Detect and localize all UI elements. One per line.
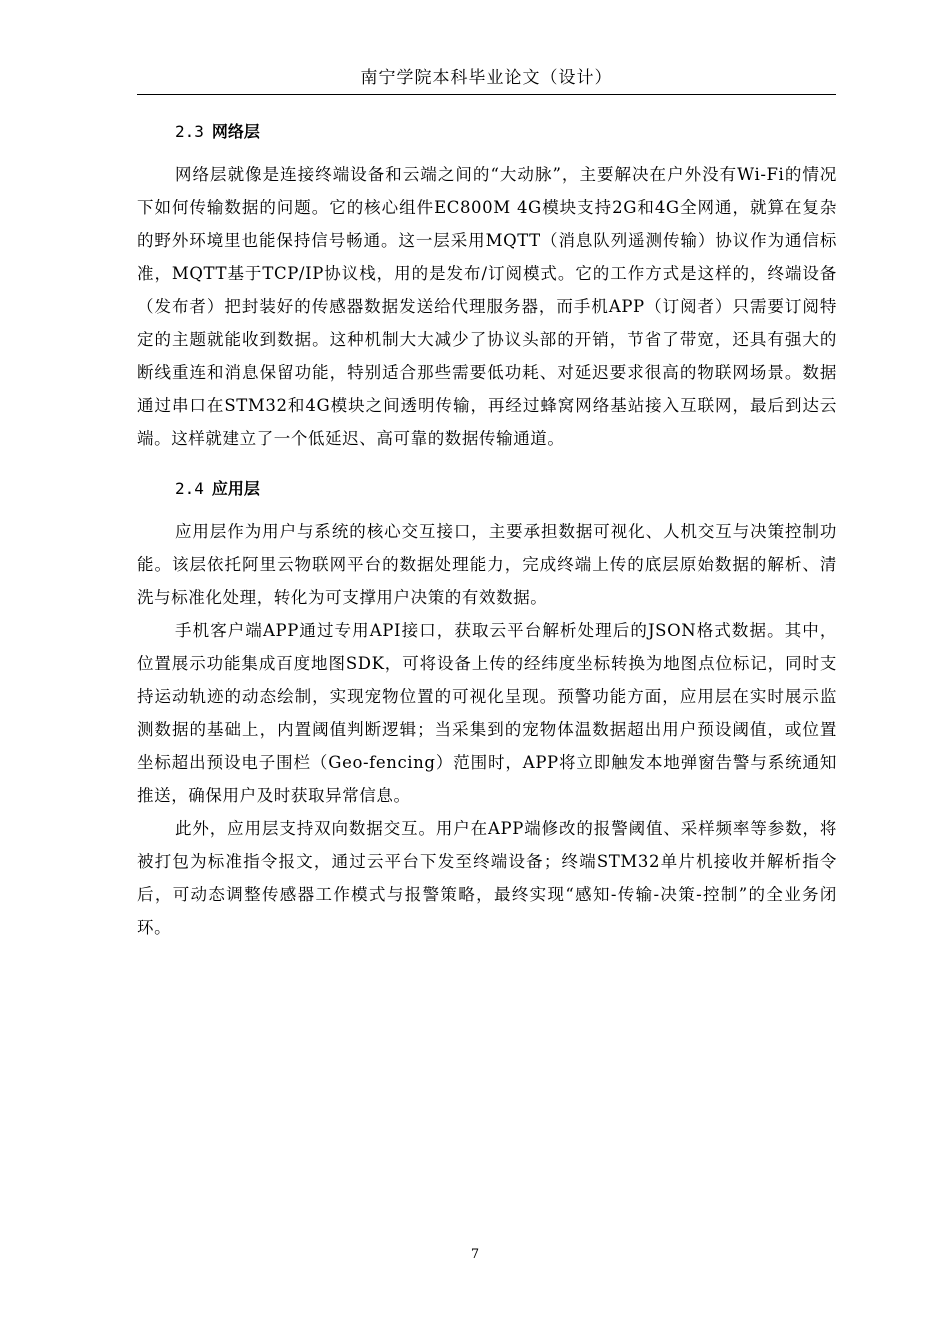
paragraph-application-intro: 应用层作为用户与系统的核心交互接口，主要承担数据可视化、人机交互与决策控制功能。该层依托阿里云物联网平台的数据处理能力，完成终端上传的底层原始数据的解析、清洗与标准化处理，转化为可支撑用户决策的有效数据。 xyxy=(137,522,837,607)
paragraph-application-app: 手机客户端APP通过专用API接口，获取云平台解析处理后的JSON格式数据。其中，位置展示功能集成百度地图SDK，可将设备上传的经纬度坐标转换为地图点位标记，同时支持运动轨迹的动态绘制，实现宠物位置的可视化呈现。预警功能方面，应用层在实时展示监测数据的基础上，内置阈值判断逻辑；当采集到的宠物体温数据超出用户预设阈值，或位置坐标超出预设电子围栏（Geo-fencing）范围时，APP将立即触发本地弹窗告警与系统通知推送，确保用户及时获取异常信息。 xyxy=(137,621,837,805)
page-number: 7 xyxy=(470,1247,480,1262)
section-title: 应用层 xyxy=(211,479,260,498)
section-number: 2.3 xyxy=(175,122,204,141)
paragraph-application-interaction: 此外，应用层支持双向数据交互。用户在APP端修改的报警阈值、采样频率等参数，将被打包为标准指令报文，通过云平台下发至终端设备；终端STM32单片机接收并解析指令后，可动态调整传感器工作模式与报警策略，最终实现“感知-传输-决策-控制”的全业务闭环。 xyxy=(137,819,837,937)
page-header xyxy=(137,64,836,95)
document-body xyxy=(137,112,837,944)
section-number: 2.4 xyxy=(175,479,204,498)
section-heading-network-layer xyxy=(137,112,837,152)
section-title: 网络层 xyxy=(211,122,260,141)
paragraph-network-layer: 网络层就像是连接终端设备和云端之间的“大动脉”，主要解决在户外没有Wi-Fi的情况下如何传输数据的问题。它的核心组件EC800M 4G模块支持2G和4G全网通，就算在复杂的野外环境里也能保持信号畅通。这一层采用MQTT（消息队列遥测传输）协议作为通信标准，MQTT基于TCP/IP协议栈，用的是发布/订阅模式。它的工作方式是这样的，终端设备（发布者）把封装好的传感器数据发送给代理服务器，而手机APP（订阅者）只需要订阅特定的主题就能收到数据。这种机制大大减少了协议头部的开销，节省了带宽，还具有强大的断线重连和消息保留功能，特别适合那些需要低功耗、对延迟要求很高的物联网场景。数据通过串口在STM32和4G模块之间透明传输，再经过蜂窝网络基站接入互联网，最后到达云端。这样就建立了一个低延迟、高可靠的数据传输通道。 xyxy=(137,165,837,448)
section-heading-application-layer xyxy=(137,469,837,509)
header-title: 南宁学院本科毕业论文（设计） xyxy=(360,68,613,88)
